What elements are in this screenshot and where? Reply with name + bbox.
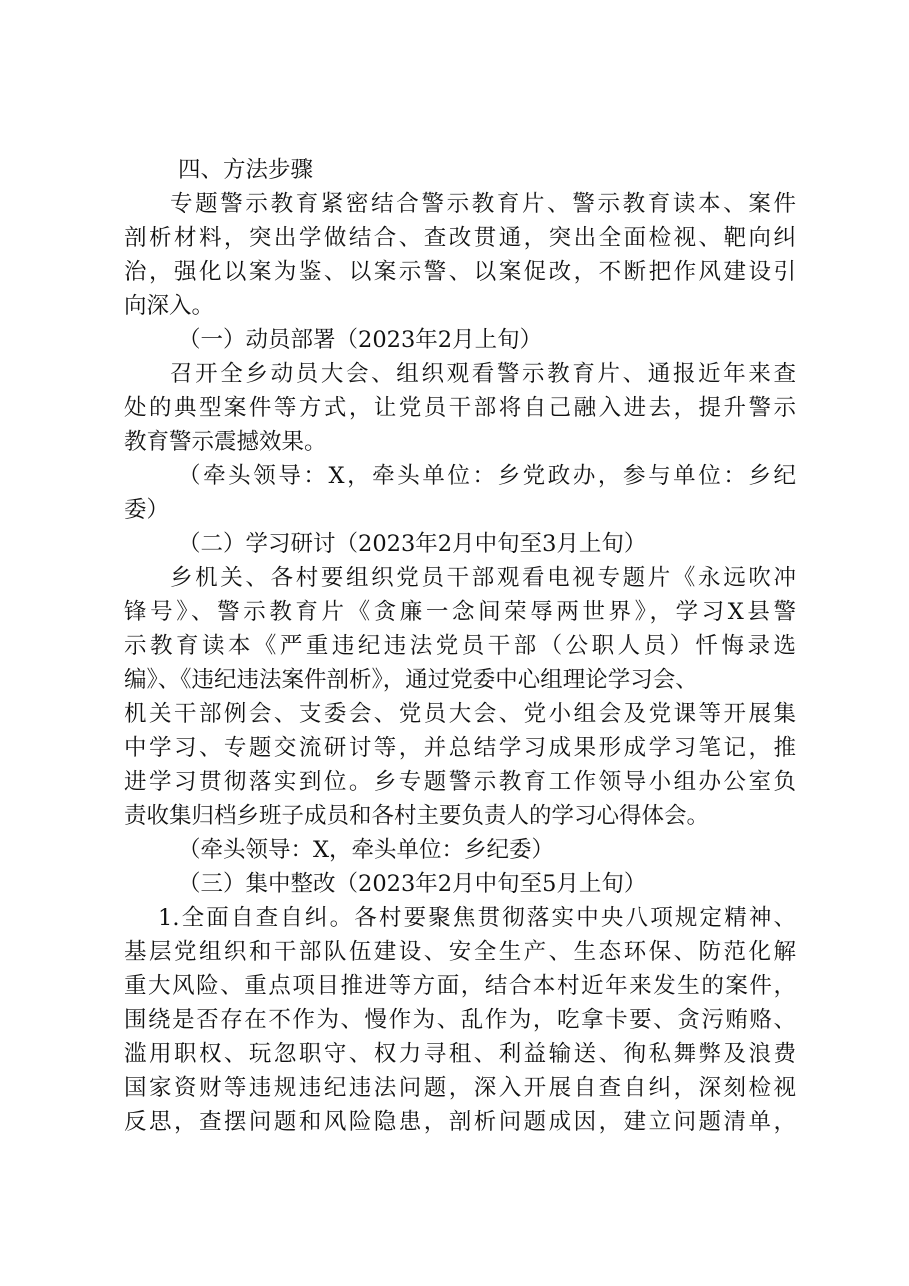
- subheading-rectification: （三）集中整改（2023年2月中旬至5月上旬）: [178, 871, 647, 897]
- paragraph-line: 国家资财等违规违纪违法问题，深入开展自查自纠，深刻检视: [124, 1075, 796, 1101]
- responsibility-note: （牵头领导：X，牵头单位：乡党政办，参与单位：乡纪: [178, 463, 796, 489]
- subheading-study: （二）学习研讨（2023年2月中旬至3月上旬）: [178, 531, 647, 557]
- paragraph-line: 反思，查摆问题和风险隐患，剖析问题成因，建立问题清单，: [124, 1109, 796, 1135]
- paragraph-line: 滥用职权、玩忽职守、权力寻租、利益输送、徇私舞弊及浪费: [124, 1041, 796, 1067]
- responsibility-note: （牵头领导：X，牵头单位：乡纪委）: [178, 837, 555, 863]
- paragraph-line: 围绕是否存在不作为、慢作为、乱作为，吃拿卡要、贪污贿赂、: [124, 1007, 796, 1033]
- paragraph-line: 召开全乡动员大会、组织观看警示教育片、通报近年来查: [170, 361, 796, 387]
- paragraph-line: 进学习贯彻落实到位。乡专题警示教育工作领导小组办公室负: [124, 769, 796, 795]
- paragraph-line: 处的典型案件等方式，让党员干部将自己融入进去，提升警示: [124, 395, 796, 421]
- paragraph-line: 责收集归档乡班子成员和各村主要负责人的学习心得体会。: [124, 803, 710, 829]
- paragraph-line: 基层党组织和干部队伍建设、安全生产、生态环保、防范化解: [124, 939, 796, 965]
- paragraph-line: 治，强化以案为鉴、以案示警、以案促改，不断把作风建设引: [124, 259, 796, 285]
- responsibility-note: 委）: [124, 497, 170, 523]
- paragraph-line: 编》、《违纪违法案件剖析》，通过党委中心组理论学习会、: [124, 667, 698, 693]
- paragraph-line: 乡机关、各村要组织党员干部观看电视专题片《永远吹冲: [170, 565, 796, 591]
- paragraph-line: 向深入。: [124, 293, 215, 319]
- paragraph-line: 示教育读本《严重违纪违法党员干部（公职人员）忏悔录选: [124, 633, 796, 659]
- paragraph-line: 剖析材料，突出学做结合、查改贯通，突出全面检视、靶向纠: [124, 225, 796, 251]
- paragraph-line: 1.全面自查自纠。各村要聚焦贯彻落实中央八项规定精神、: [158, 905, 796, 931]
- paragraph-line: 中学习、专题交流研讨等，并总结学习成果形成学习笔记，推: [124, 735, 796, 761]
- paragraph-line: 锋号》、警示教育片《贪廉一念间荣辱两世界》，学习X县警: [124, 599, 796, 625]
- paragraph-line: 重大风险、重点项目推进等方面，结合本村近年来发生的案件，: [124, 973, 796, 999]
- paragraph-line: 机关干部例会、支委会、党员大会、党小组会及党课等开展集: [124, 701, 796, 727]
- section-heading-methods: 四、方法步骤: [178, 157, 314, 183]
- subheading-mobilization: （一）动员部署（2023年2月上旬）: [178, 327, 543, 353]
- paragraph-line: 教育警示震撼效果。: [124, 429, 327, 455]
- paragraph-line: 专题警示教育紧密结合警示教育片、警示教育读本、案件: [170, 191, 796, 217]
